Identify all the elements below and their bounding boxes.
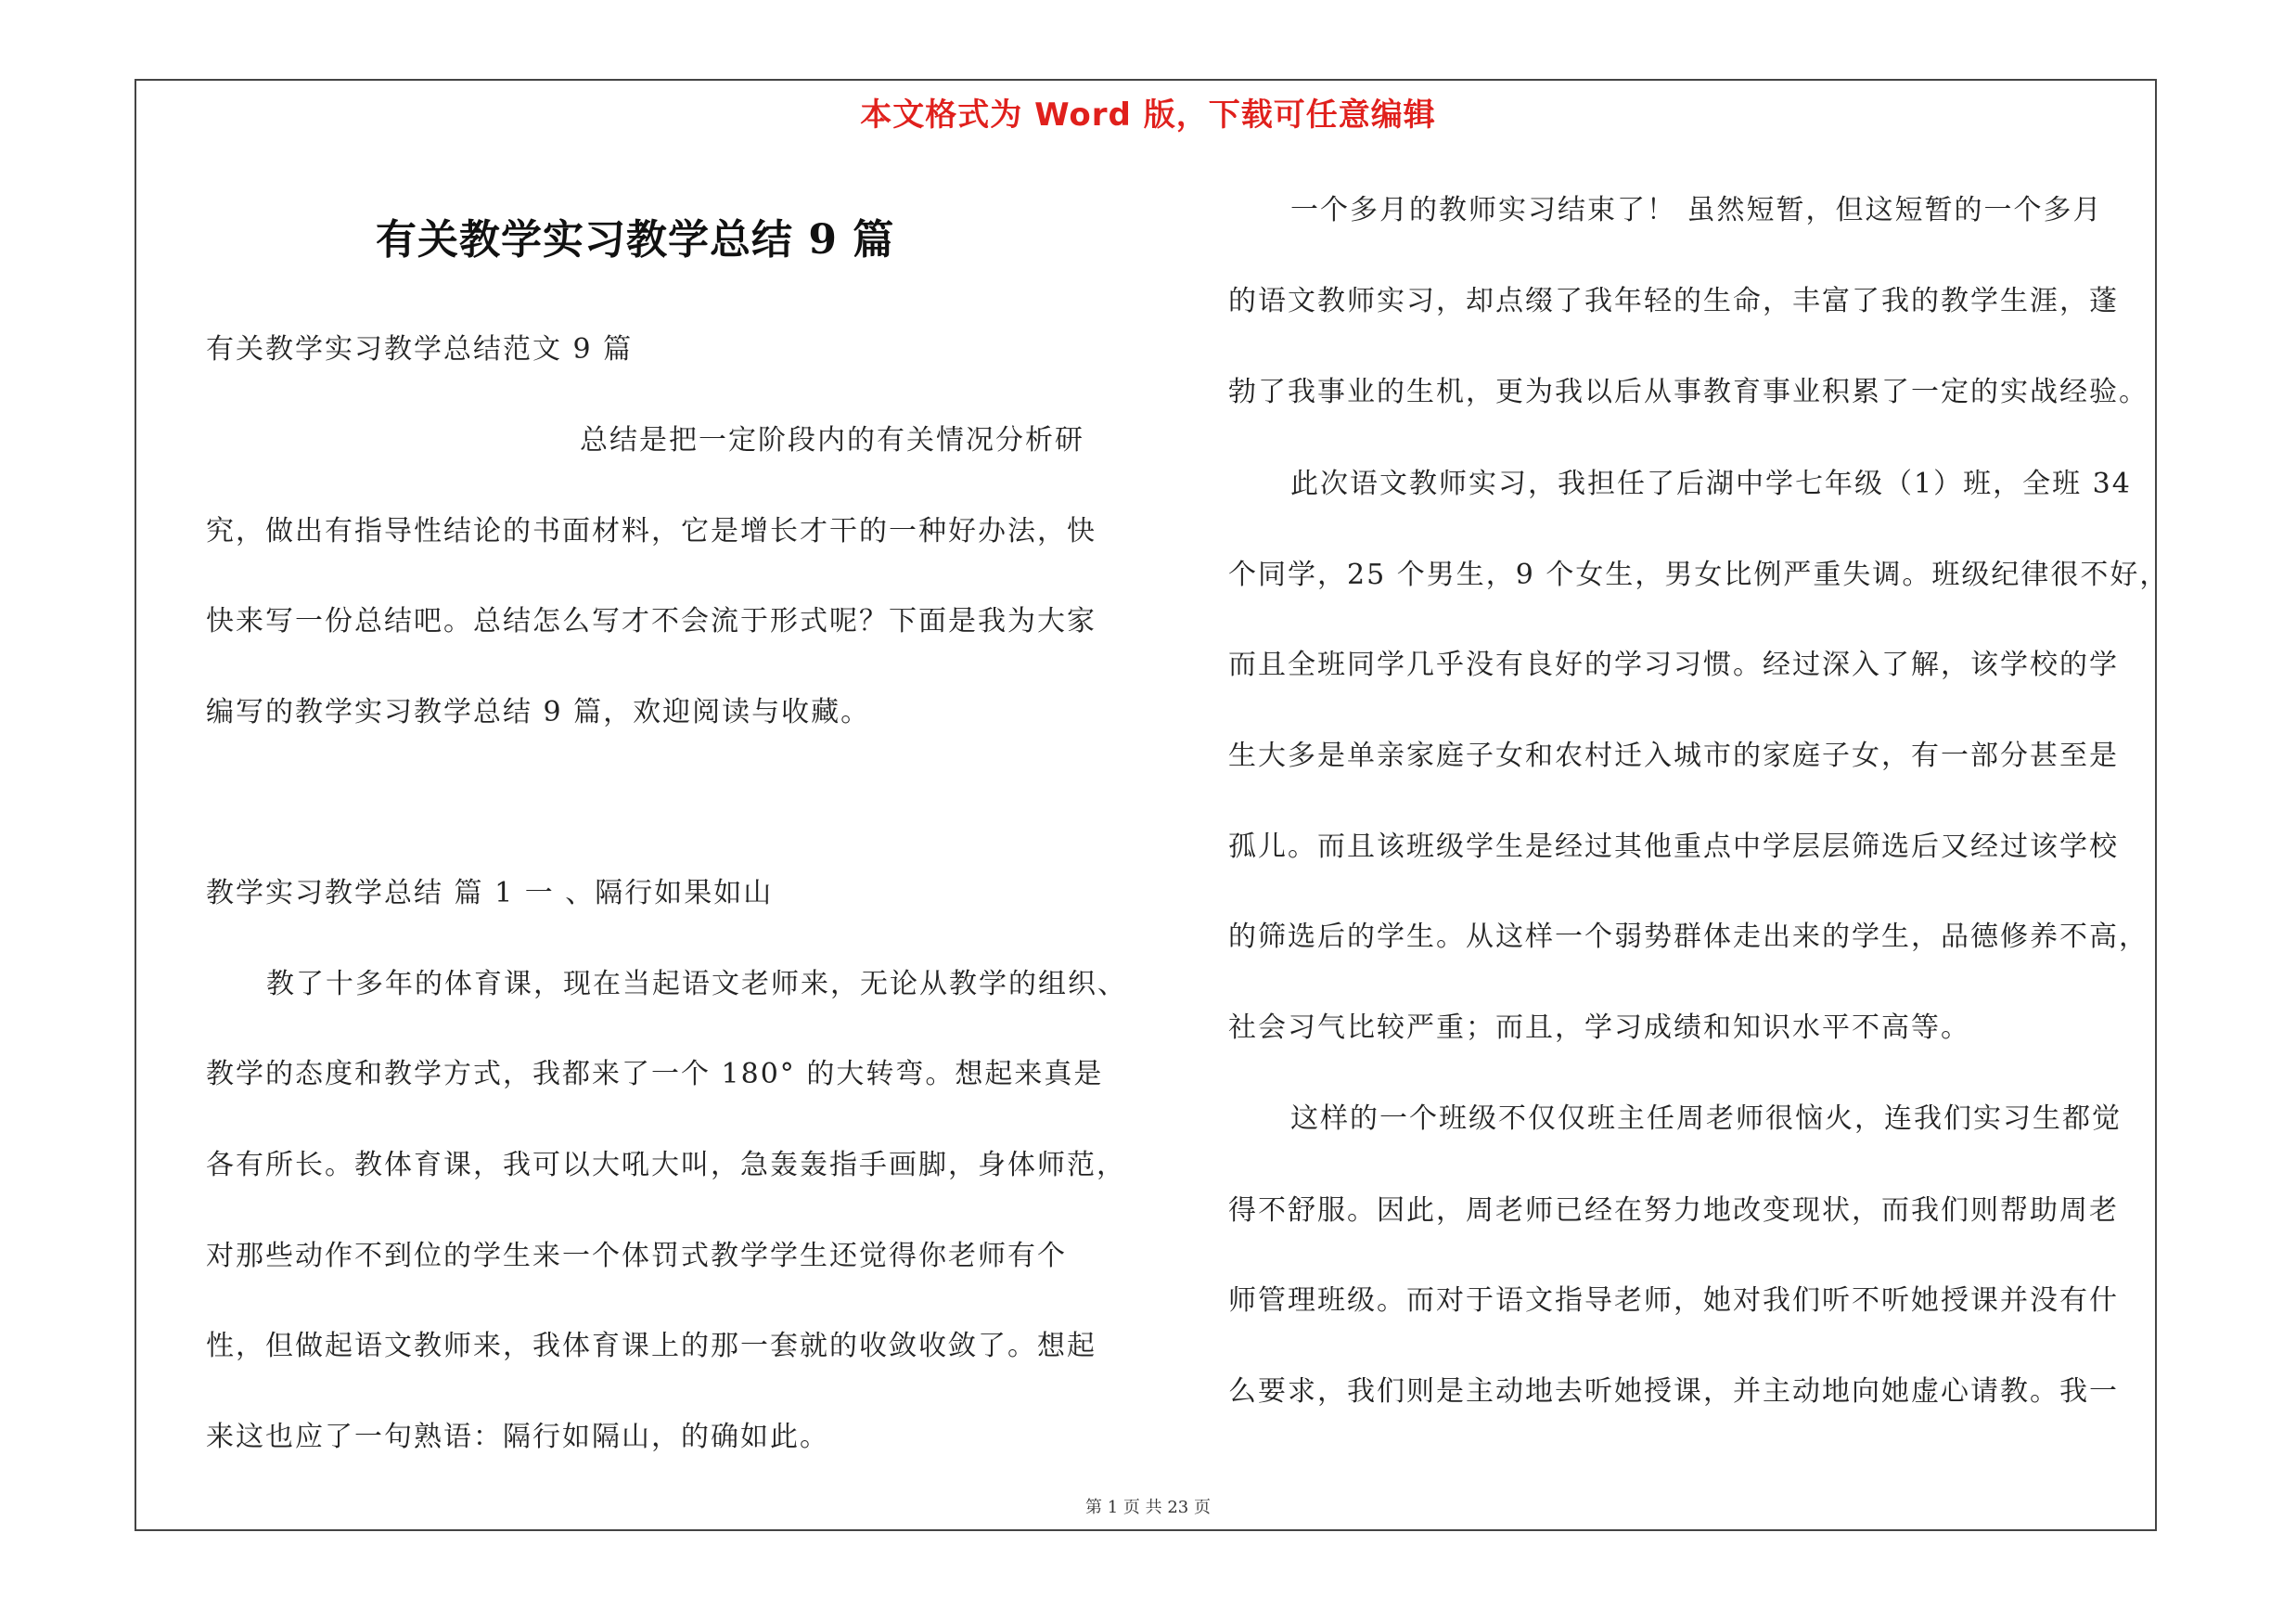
left-paragraph-line: 总结是把一定阶段内的有关情况分析研 — [580, 424, 1084, 457]
right-paragraph-line: 社会习气比较严重；而且，学习成绩和知识水平不高等。 — [1228, 1011, 1970, 1044]
right-paragraph-line: 勃了我事业的生机，更为我以后从事教育事业积累了一定的实战经验。 — [1228, 376, 2148, 408]
right-paragraph-line: 一个多月的教师实习结束了！ 虽然短暂，但这短暂的一个多月 — [1290, 194, 2103, 226]
right-paragraph-line: 生大多是单亲家庭子女和农村迁入城市的家庭子女，有一部分甚至是 — [1228, 740, 2119, 772]
right-paragraph-line: 师管理班级。而对于语文指导老师，她对我们听不听她授课并没有什 — [1228, 1284, 2119, 1317]
right-paragraph-line: 而且全班同学几乎没有良好的学习习惯。经过深入了解，该学校的学 — [1228, 649, 2119, 681]
left-paragraph-line: 教了十多年的体育课，现在当起语文老师来，无论从教学的组织、 — [266, 968, 1127, 1000]
right-paragraph-line: 个同学，25 个男生，9 个女生，男女比例严重失调。班级纪律很不好， — [1228, 559, 2170, 591]
document-title: 有关教学实习教学总结 9 篇 — [376, 216, 895, 264]
left-paragraph-line: 性，但做起语文教师来，我体育课上的那一套就的收敛收敛了。想起 — [206, 1330, 1097, 1362]
left-paragraph-line: 究，做出有指导性结论的书面材料，它是增长才干的一种好办法，快 — [206, 515, 1097, 547]
right-paragraph-line: 得不舒服。因此，周老师已经在努力地改变现状，而我们则帮助周老 — [1228, 1194, 2119, 1227]
right-paragraph-line: 的语文教师实习，却点缀了我年轻的生命，丰富了我的教学生涯，蓬 — [1228, 285, 2119, 317]
page-number-footer: 第 1 页 共 23 页 — [1085, 1498, 1211, 1517]
left-line-subtitle: 有关教学实习教学总结范文 9 篇 — [206, 333, 634, 366]
right-paragraph-line: 的筛选后的学生。从这样一个弱势群体走出来的学生，品德修养不高， — [1228, 921, 2148, 953]
right-paragraph-line: 这样的一个班级不仅仅班主任周老师很恼火，连我们实习生都觉 — [1290, 1102, 2122, 1135]
left-section-heading: 教学实习教学总结 篇 1 一 、隔行如果如山 — [206, 877, 774, 909]
left-paragraph-line: 对那些动作不到位的学生来一个体罚式教学学生还觉得你老师有个 — [206, 1240, 1067, 1272]
left-paragraph-line: 来这也应了一句熟语：隔行如隔山，的确如此。 — [206, 1421, 829, 1453]
right-paragraph-line: 么要求，我们则是主动地去听她授课，并主动地向她虚心请教。我一 — [1228, 1375, 2119, 1408]
left-paragraph-line: 编写的教学实习教学总结 9 篇，欢迎阅读与收藏。 — [206, 696, 871, 728]
format-banner: 本文格式为 Word 版，下载可任意编辑 — [860, 97, 1436, 134]
right-paragraph-line: 孤儿。而且该班级学生是经过其他重点中学层层筛选后又经过该学校 — [1228, 831, 2119, 863]
left-paragraph-line: 教学的态度和教学方式，我都来了一个 180° 的大转弯。想起来真是 — [206, 1058, 1104, 1090]
right-paragraph-line: 此次语文教师实习，我担任了后湖中学七年级（1）班，全班 34 — [1290, 468, 2132, 500]
left-paragraph-line: 快来写一份总结吧。总结怎么写才不会流于形式呢？下面是我为大家 — [206, 605, 1097, 638]
left-paragraph-line: 各有所长。教体育课，我可以大吼大叫，急轰轰指手画脚，身体师范， — [206, 1149, 1126, 1181]
